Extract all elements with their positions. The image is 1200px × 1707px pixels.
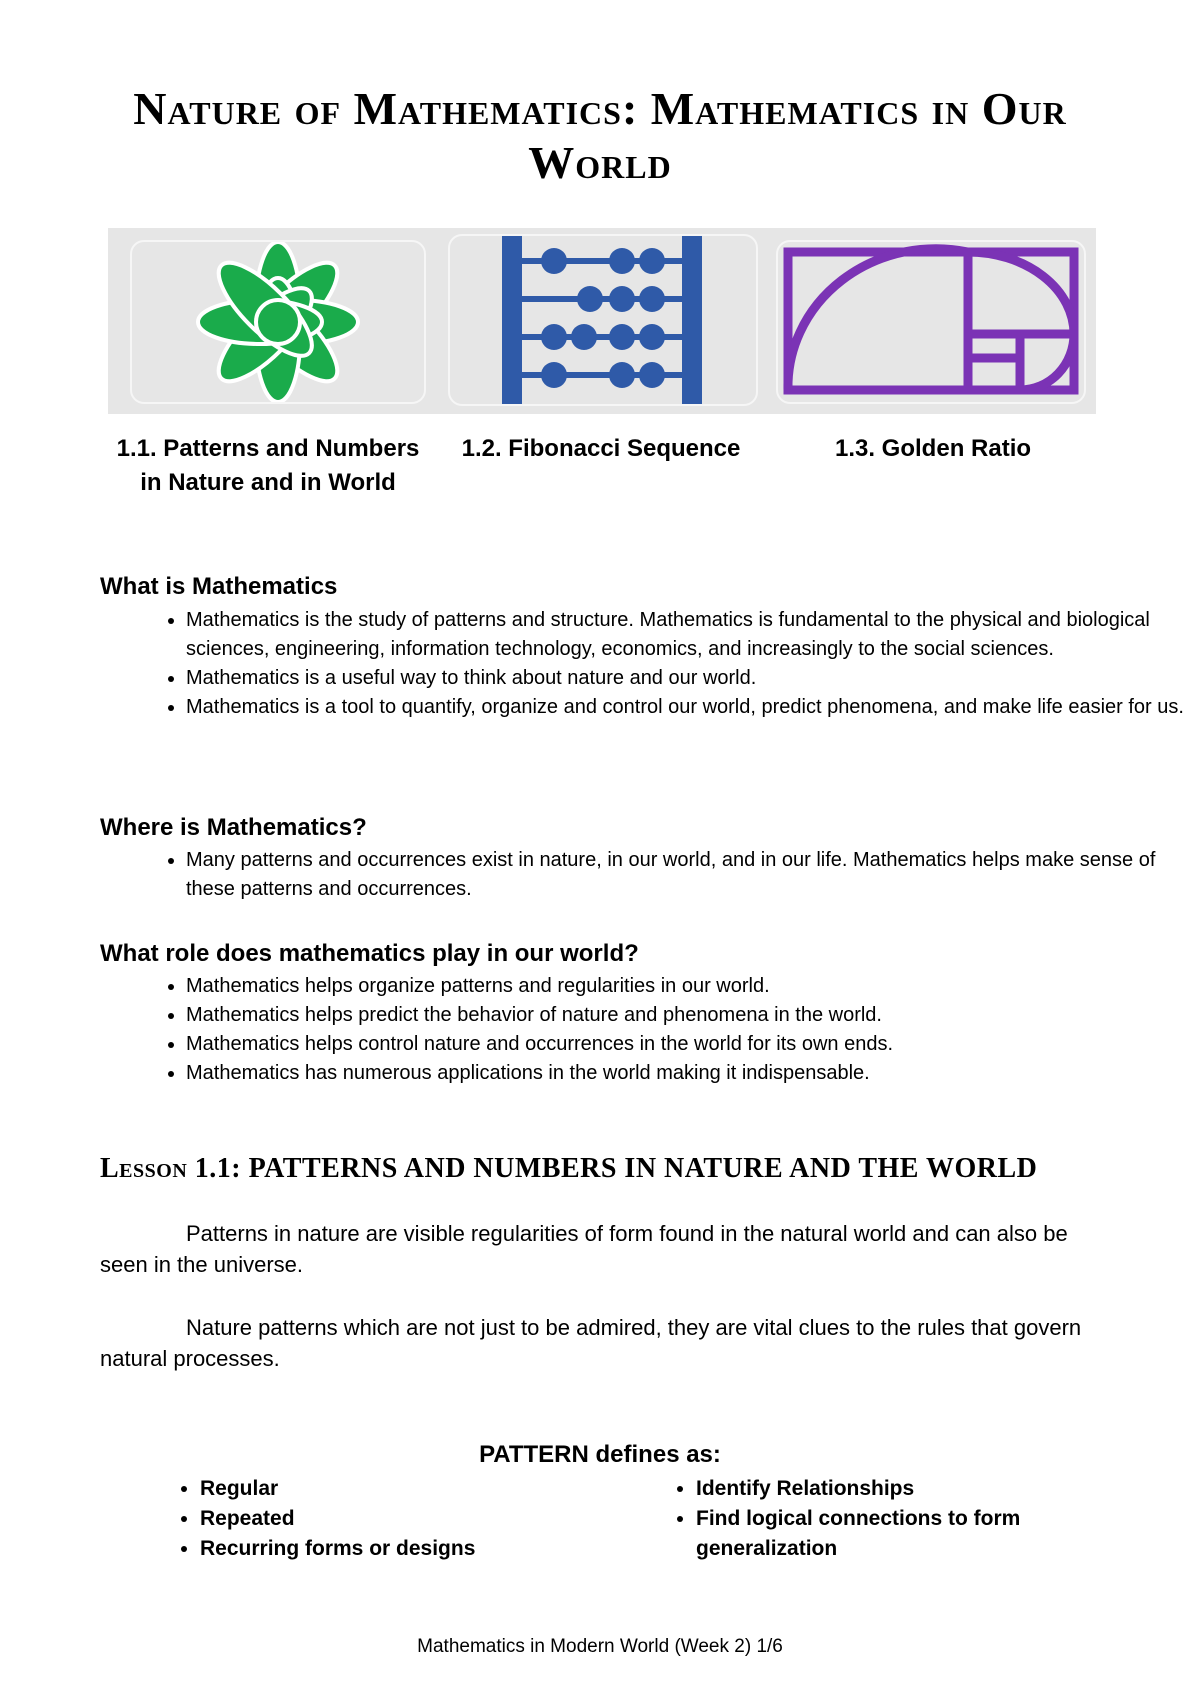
page-title: Nature of Mathematics: Mathematics in Our World — [133, 83, 1067, 188]
panel-golden-ratio — [776, 240, 1086, 404]
caption-golden-ratio: 1.3. Golden Ratio — [834, 435, 1032, 462]
list-item: • Recurring forms or designs — [200, 1534, 620, 1564]
caption-fibonacci: 1.2. Fibonacci Sequence — [461, 435, 741, 462]
pattern-list-right — [656, 1474, 1096, 1564]
list-item: • Mathematics has numerous applications in the world making it indispensable. — [186, 1059, 1196, 1088]
list-item: • Find logical connections to form generalization — [696, 1504, 1096, 1564]
list-item: • Mathematics is the study of patterns and structure. Mathematics is fundamental to the physical and biological sciences, engineering, information technology, economics, and increasingly to the social sciences. — [186, 606, 1196, 664]
bullet-list-where — [100, 846, 1196, 904]
list-item: • Many patterns and occurrences exist in nature, in our world, and in our life. Mathematics helps make sense of these patterns and occurrences. — [186, 846, 1196, 904]
list-item: • Mathematics helps organize patterns and regularities in our world. — [186, 972, 1196, 1001]
caption-patterns: 1.1. Patterns and Numbers in Nature and in World — [116, 435, 420, 496]
lesson-label: Lesson 1.1: — [100, 1153, 242, 1184]
bullet-list-role — [100, 972, 1196, 1088]
topic-banner — [108, 228, 1096, 414]
golden-spiral-icon — [778, 242, 1084, 402]
panel-patterns — [130, 240, 426, 404]
bullet-list-what — [100, 606, 1196, 722]
section-heading-role: What role does mathematics play in our world? — [100, 940, 639, 967]
panel-fibonacci — [448, 234, 758, 406]
list-item: • Regular — [200, 1474, 620, 1504]
lesson-paragraph: Nature patterns which are not just to be admired, they are vital clues to the rules that govern natural processes. — [100, 1315, 1082, 1371]
list-item: • Mathematics helps control nature and occurrences in the world for its own ends. — [186, 1030, 1196, 1059]
list-item: • Mathematics helps predict the behavior of nature and phenomena in the world. — [186, 1001, 1196, 1030]
pattern-heading: PATTERN defines as: — [479, 1441, 721, 1468]
page-footer: Mathematics in Modern World (Week 2) 1/6 — [417, 1636, 783, 1657]
lesson-title — [100, 1153, 1100, 1185]
list-item: • Repeated — [200, 1504, 620, 1534]
abacus-icon — [450, 236, 756, 404]
section-heading-where: Where is Mathematics? — [100, 814, 367, 841]
flower-pattern-icon — [132, 242, 424, 402]
pattern-list-left — [160, 1474, 620, 1564]
lesson-heading: PATTERNS AND NUMBERS IN NATURE AND THE WORLD — [248, 1153, 1038, 1184]
section-heading-what: What is Mathematics — [100, 573, 338, 600]
lesson-paragraph: Patterns in nature are visible regularities of form found in the natural world and can also be seen in the universe. — [100, 1221, 1068, 1277]
list-item: • Identify Relationships — [696, 1474, 1096, 1504]
list-item: • Mathematics is a tool to quantify, organize and control our world, predict phenomena, and make life easier for us. — [186, 693, 1196, 722]
list-item: • Mathematics is a useful way to think about nature and our world. — [186, 664, 1196, 693]
